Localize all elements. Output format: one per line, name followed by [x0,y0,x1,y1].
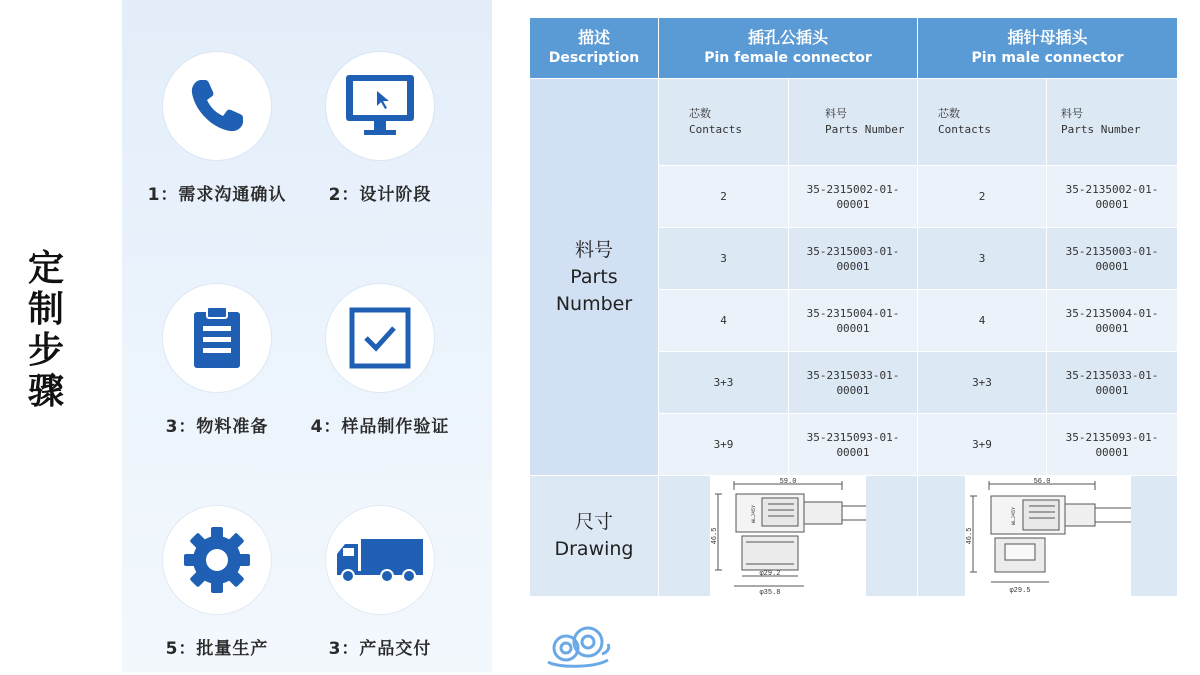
pn-line1: 35-2135093-01- [1065,430,1159,444]
pn-line1: 35-2315003-01- [806,244,900,258]
step-2-label: 2：设计阶段 [328,185,432,205]
pn-line2: 00001 [836,321,870,335]
female-drawing-d1: φ29.2 [759,570,781,578]
pn-line2: 00001 [836,197,870,211]
pn-line2: 00001 [1095,445,1129,459]
step-4-circle [326,284,434,392]
drawing-label [530,476,659,597]
pn-line2: 00001 [1095,321,1129,335]
male-contacts: 3+9 [918,414,1047,476]
header-description-en: Description [548,50,640,66]
spec-table [529,17,1178,597]
male-drawing-d1: φ29.5 [1008,587,1031,595]
male-drawing-height: 46.5 [965,527,974,545]
male-contacts: 3 [918,228,1047,290]
pn-line1: 35-2315093-01- [806,430,900,444]
table-header-row [530,18,1178,79]
clipboard-icon [192,306,242,370]
pn-line1: 35-2135003-01- [1065,244,1159,258]
page-title-char: 步 [27,330,64,371]
male-drawing-mark: WLJ45Y [1010,506,1017,526]
contacts-en: Contacts [938,123,991,136]
cloud-decoration-icon [544,622,612,672]
drawing-label-cn: 尺寸 [574,511,613,533]
phone-icon [185,74,249,138]
pn-en: Parts Number [1061,123,1141,136]
pn-line2: 00001 [836,445,870,459]
pn-en: Parts Number [825,123,905,136]
female-contacts: 3+3 [659,352,789,414]
parts-number-label [530,79,659,476]
step-1 [127,52,307,205]
parts-number-label-en2: Number [555,292,633,315]
female-contacts-header [659,79,789,166]
header-description-cn: 描述 [577,28,610,47]
pn-line2: 00001 [1095,259,1129,273]
contacts-cn: 芯数 [689,107,711,120]
female-drawing-d2: φ35.8 [759,589,781,596]
step-3 [127,284,307,437]
female-part-number [789,414,918,476]
male-drawing-width: 56.0 [1033,478,1050,486]
female-contacts: 2 [659,166,789,228]
pn-line1: 35-2315004-01- [806,306,900,320]
pn-line1: 35-2135004-01- [1065,306,1159,320]
step-2-circle [326,52,434,160]
pn-line1: 35-2315033-01- [806,368,900,382]
pn-line1: 35-2315002-01- [806,182,900,196]
contacts-en: Contacts [689,123,742,136]
parts-number-label-en1: Parts [570,265,618,288]
female-part-number [789,228,918,290]
header-male-cn: 插针母插头 [1007,28,1088,47]
page-title [22,248,70,412]
step-2 [290,52,470,205]
female-drawing-cell [659,476,918,597]
male-connector-drawing [965,476,1131,596]
female-drawing-mark: WLJ45Y [751,504,757,524]
page-title-char: 定 [27,248,64,289]
step-3-label: 3：物料准备 [165,417,269,437]
step-6 [290,506,470,659]
header-description [530,18,659,79]
parts-number-label-cn: 料号 [574,238,613,261]
female-part-number [789,352,918,414]
female-drawing-height: 46.5 [711,527,719,545]
male-drawing-cell [918,476,1178,597]
pn-cn: 料号 [825,107,847,120]
checkbox-icon [349,307,411,369]
pn-line2: 00001 [836,259,870,273]
step-4-label: 4：样品制作验证 [310,417,450,437]
male-part-number [1047,290,1178,352]
step-6-label: 3：产品交付 [328,639,432,659]
step-3-circle [163,284,271,392]
female-contacts: 4 [659,290,789,352]
header-male [918,18,1178,79]
step-4 [290,284,470,437]
page-title-char: 骤 [27,371,64,412]
female-contacts: 3+9 [659,414,789,476]
male-contacts: 4 [918,290,1047,352]
step-1-circle [163,52,271,160]
male-contacts: 2 [918,166,1047,228]
pn-line1: 35-2135033-01- [1065,368,1159,382]
step-5-label: 5：批量生产 [165,639,269,659]
drawing-label-en: Drawing [554,538,634,560]
male-part-number [1047,166,1178,228]
pn-line2: 00001 [1095,197,1129,211]
gear-icon [182,525,252,595]
header-female-cn: 插孔公插头 [747,28,828,47]
header-male-en: Pin male connector [971,50,1124,66]
step-6-circle [326,506,434,614]
step-5-circle [163,506,271,614]
step-1-label: 1：需求沟通确认 [147,185,287,205]
male-part-number [1047,352,1178,414]
male-contacts-header [918,79,1047,166]
table-subheader-row [530,79,1178,166]
female-connector-drawing [710,476,866,596]
contacts-cn: 芯数 [938,107,960,120]
male-contacts: 3+3 [918,352,1047,414]
male-part-number [1047,414,1178,476]
female-part-number [789,290,918,352]
monitor-icon [344,73,416,139]
page-title-char: 制 [27,289,64,330]
step-5 [127,506,307,659]
male-pn-header [1047,79,1178,166]
pn-cn: 料号 [1061,107,1083,120]
drawing-row [530,476,1178,597]
pn-line2: 00001 [1095,383,1129,397]
female-part-number [789,166,918,228]
male-part-number [1047,228,1178,290]
female-drawing-width: 59.0 [779,478,797,486]
truck-icon [335,536,425,584]
pn-line2: 00001 [836,383,870,397]
female-contacts: 3 [659,228,789,290]
pn-line1: 35-2135002-01- [1065,182,1159,196]
header-female-en: Pin female connector [704,50,872,66]
female-pn-header [789,79,918,166]
header-female [659,18,918,79]
steps-panel [122,0,492,672]
